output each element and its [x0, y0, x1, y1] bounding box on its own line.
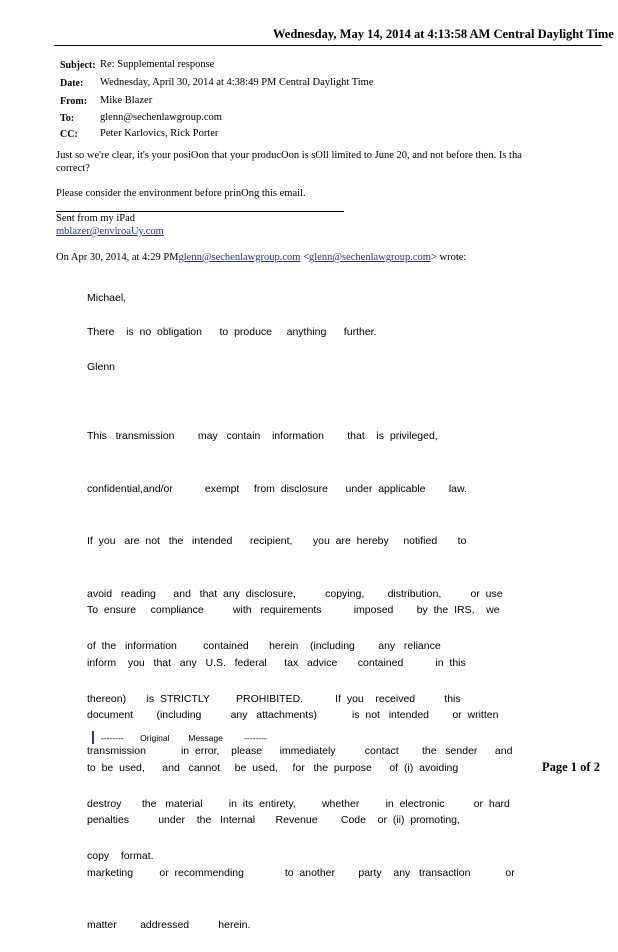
- disclaimer-line: penalties under the Internal Revenue Code or (ii) promoting,: [87, 814, 460, 826]
- sent-from-line: Sent from my iPad: [56, 213, 136, 224]
- disclaimer-line: destroy the material in its entirety, whether in electronic or hard: [87, 797, 510, 810]
- print-date-header: Wednesday, May 14, 2014 at 4:13:58 AM Central Daylight Time: [273, 27, 614, 41]
- disclaimer-line: If you are not the intended recipient, you are hereby notified to: [87, 535, 467, 547]
- sender-email-link[interactable]: mblazer@enviroaUy.com: [56, 226, 164, 237]
- disclaimer-line: copy format.: [87, 850, 154, 862]
- page-number: Page 1 of 2: [542, 760, 600, 774]
- disclaimer-line: to be used, and cannot be used, for the purpose of (i) avoiding: [87, 761, 459, 774]
- subject-label: Subject:: [60, 60, 96, 71]
- to-value: glenn@sechenlawgroup.com: [100, 112, 222, 123]
- body-line-2: correct?: [56, 163, 90, 174]
- date-value: Wednesday, April 30, 2014 at 4:38:49 PM Central Daylight Time: [100, 77, 374, 88]
- from-label: From:: [60, 96, 88, 107]
- cc-value: Peter Karlovics, Rick Porter: [100, 128, 219, 139]
- quoted-signoff: Glenn: [87, 361, 116, 373]
- quoted-line-1: There is no obligation to produce anything further.: [87, 326, 377, 338]
- header-rule: [54, 45, 602, 46]
- subject-value: Re: Supplemental response: [100, 59, 215, 70]
- date-label: Date:: [60, 78, 84, 89]
- body-line-1: Just so we're clear, it's your posiOon that your producOon is sOll limited to June 20, and not before then. Is tha: [56, 150, 522, 161]
- disclaimer-line: inform you that any U.S. federal tax advice contained in this: [87, 656, 466, 669]
- quoted-greeting: Michael,: [87, 292, 127, 304]
- reply-intro-line: [56, 251, 466, 264]
- disclaimer-line: matter addressed herein.: [87, 919, 251, 931]
- disclaimer-line: avoid reading and that any disclosure, copying, distribution, or use: [87, 587, 503, 600]
- reply-separator: <: [300, 252, 309, 263]
- disclaimer-line: transmission in error, please immediately contact the sender and: [87, 745, 513, 757]
- reply-email-link-2[interactable]: glenn@sechenlawgroup.com: [309, 252, 431, 263]
- cc-label: CC:: [60, 129, 78, 140]
- disclaimer-line: marketing or recommending to another party any transaction or: [87, 866, 515, 879]
- disclaimer-line: To ensure compliance with requirements imposed by the IRS, we: [87, 604, 500, 616]
- disclaimer-line: This transmission may contain information that is privileged,: [87, 430, 438, 442]
- reply-email-link-1[interactable]: glenn@sechenlawgroup.com: [178, 252, 301, 263]
- quote-bar: [92, 731, 94, 744]
- original-message-divider: [92, 731, 267, 744]
- disclaimer-line: of the information contained herein (including any reliance: [87, 640, 441, 652]
- disclaimer-line: document (including any attachments) is not intended or written: [87, 709, 499, 721]
- environment-note: Please consider the environment before prinOng this email.: [56, 188, 306, 199]
- reply-intro-text: On Apr 30, 2014, at 4:29 PM: [56, 252, 179, 263]
- disclaimer-line: confidential,and/or exempt from disclosure under applicable law.: [87, 482, 467, 495]
- to-label: To:: [60, 113, 75, 124]
- from-value: Mike Blazer: [100, 95, 153, 106]
- disclaimer-paragraph-2: [87, 567, 515, 952]
- reply-wrote-text: > wrote:: [430, 252, 467, 263]
- original-message-label: -------- Original Message --------: [101, 732, 267, 743]
- disclaimer-line: thereon) is STRICTLY PROHIBITED. If you received this: [87, 692, 461, 705]
